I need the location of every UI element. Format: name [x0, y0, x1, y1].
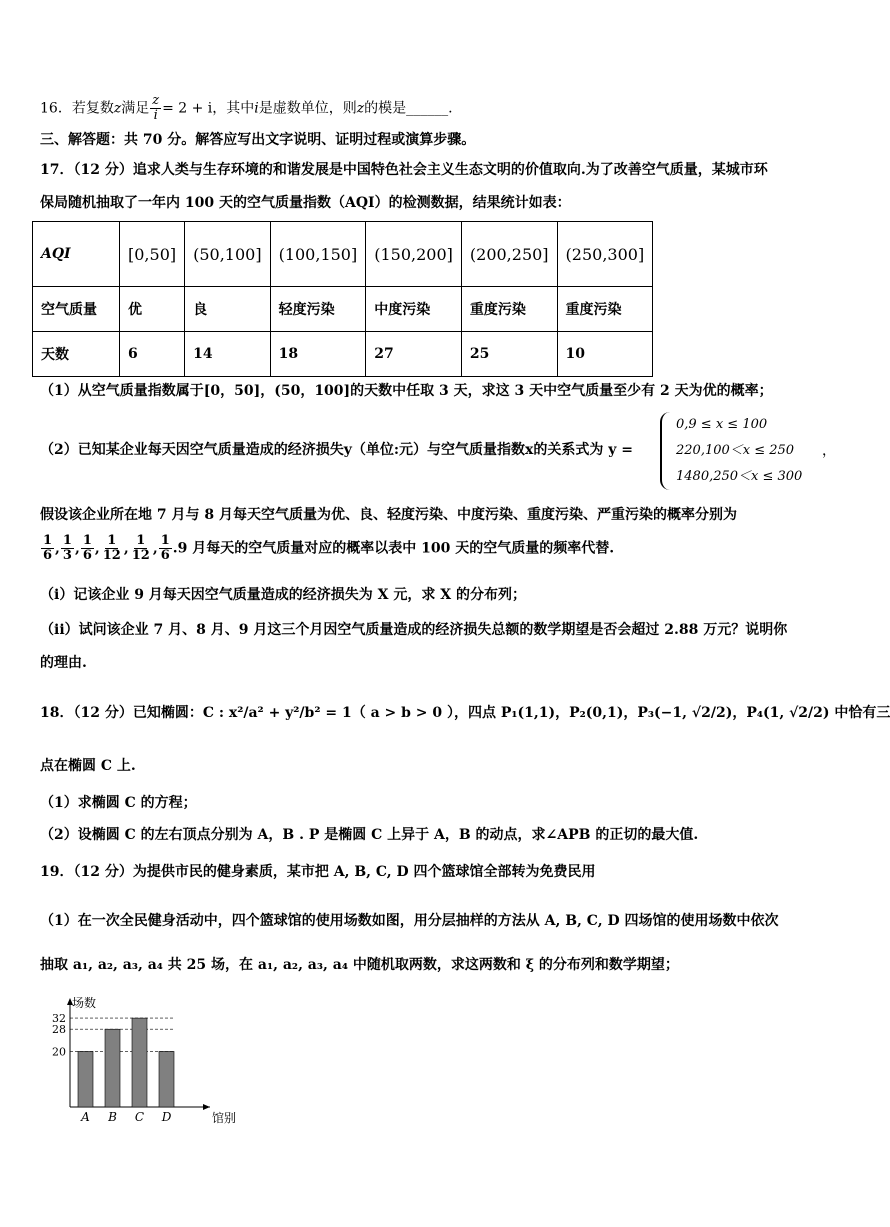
x-tick-label: D [161, 1110, 172, 1124]
table-row: 空气质量 优 良 轻度污染 中度污染 重度污染 重度污染 [33, 287, 653, 332]
question-17-part1: （1）从空气质量指数属于[0，50]，(50，100]的天数中任取 3 天，求这 3 天中空气质量至少有 2 天为优的概率； [40, 383, 773, 399]
question-17-part2: （2）已知某企业每天因空气质量造成的经济损失y（单位:元）与空气质量指数x的关系式为 y = [40, 442, 634, 458]
x-tick-label: A [81, 1110, 90, 1124]
bar-chart-svg [40, 995, 237, 1130]
fraction: $\frac{z}{i}$ [152, 93, 160, 123]
x-axis-label: 馆别 [212, 1111, 237, 1125]
question-19-part1b: 抽取 a₁, a₂, a₃, a₄ 共 25 场，在 a₁, a₂, a₃, a₄ 中随机取两数，求这两数和 ξ 的分布列和数学期望； [40, 957, 679, 973]
bar [105, 1029, 120, 1107]
question-18-line1: 18．（12 分）已知椭圆：C : x²/a² + y²/b² = 1（ a > b > 0 ），四点 P₁(1,1)，P₂(0,1)，P₃(−1, √2/2)，P₄(1, √2/2) 中恰有三 [40, 705, 890, 721]
piecewise-function: 0,9 ≤ x ≤ 100 220,100＜x ≤ 250 1480,250＜x ≤ 300 [660, 412, 802, 490]
fraction: $\frac{1}{6}$ [82, 533, 92, 563]
document-page: 16．若复数z满足 $\frac{z}{i}$ = 2 + i，其中i是虚数单位，则z的模是______. 三、解答题：共 70 分。解答应写出文字说明、证明过程或演算步骤。 17．（12 分）追求人类与生存环境的和谐发展是中国特色社会主义生态文明的价值取向.为了改善空气质量，某城市环 保局随机抽取了一年内 100 天的空气质量指数（AQI）的检测数据，结果统计如表： AQI [0,50] (50,100] (100,150] (150,200] (200,250] (250,300] 空气质量 优 良 轻度污染 中度污染 重度污染 重度污染 天数 6 14 18 27 25 10 （1）从空气质量指数属于[0，50]，(50，100]的天数中任取 3 天，求这 3 天中空气质量至少有 2 天为优的概率； （2）已知某企业每天因空气质量造成的经济损失y（单位:元）与空气质量指数x的关系式为 y = 0,9 ≤ x ≤ 100 220,100＜x ≤ 250 1480,250＜x ≤ 300 ， 假设该企业所在地 7 月与 8 月每天空气质量为优、良、轻度污染、中度污染、重度污染、严重污染的概率分别为 $\frac{1}{6}$ , $\frac{1}{3}$ , $\frac{1}{6}$ , $\frac{1}{12}$ , $\frac{1}{12}$ , $\frac{1}{6}$ .9 月每天的空气质量对应的概率以表中 100 天的空气质量的频率代替. （i）记该企业 9 月每天因空气质量造成的经济损失为 X 元，求 X 的分布列； （ii）试问该企业 7 月、8 月、9 月这三个月因空气质量造成的经济损失总额的数学期望是否会超过 2.88 万元？说明你 的理由. 18．（12 分）已知椭圆：C : x²/a² + y²/b² = 1（ a > b > 0 ），四点 P₁(1,1)，P₂(0,1)，P₃(−1, √2/2)，P₄(1, √2/2) 中恰有三 点在椭圆 C 上. （1）求椭圆 C 的方程； （2）设椭圆 C 的左右顶点分别为 A，B . P 是椭圆 C 上异于 A，B 的动点，求∠APB 的正切的最大值. 19．（12 分）为提供市民的健身素质，某市把 A, B, C, D 四个篮球馆全部转为免费民用 （1）在一次全民健身活动中，四个篮球馆的使用场数如图，用分层抽样的方法从 A, B, C, D 四场馆的使用场数中依次 抽取 a₁, a₂, a₃, a₄ 共 25 场，在 a₁, a₂, a₃, a₄ 中随机取两数，求这两数和 ξ 的分布列和数学期望； 场数 馆别 20 28 32 A B C D [0, 0, 868, 1227]
question-17-line2: 保局随机抽取了一年内 100 天的空气质量指数（AQI）的检测数据，结果统计如表： [40, 195, 571, 211]
bar [78, 1051, 93, 1107]
bar [132, 1018, 147, 1107]
x-tick-label: B [108, 1110, 117, 1124]
y-tick-label: 32 [52, 1012, 66, 1026]
x-tick-label: C [134, 1110, 145, 1124]
question-16: 16．若复数z满足 $\frac{z}{i}$ = 2 + i，其中i是虚数单位，则z的模是______. [40, 93, 453, 123]
question-17-probabilities: $\frac{1}{6}$ , $\frac{1}{3}$ , $\frac{1}{6}$ , $\frac{1}{12}$ , $\frac{1}{12}$ , $\frac{1}{6}$ .9 月每天的空气质量对应的概率以表中 100 天的空气质量的频率代替. [43, 533, 615, 563]
section-heading: 三、解答题：共 70 分。解答应写出文字说明、证明过程或演算步骤。 [40, 132, 476, 148]
question-17-part-i: （i）记该企业 9 月每天因空气质量造成的经济损失为 X 元，求 X 的分布列； [40, 587, 527, 603]
fraction: $\frac{1}{12}$ [131, 533, 150, 563]
fraction: $\frac{1}{12}$ [102, 533, 121, 563]
bar [159, 1051, 174, 1107]
aqi-table [32, 221, 653, 377]
fraction: $\frac{1}{6}$ [43, 533, 53, 563]
x-axis-arrow [203, 1104, 210, 1110]
question-19-line1: 19．（12 分）为提供市民的健身素质，某市把 A, B, C, D 四个篮球馆全部转为免费民用 [40, 864, 596, 880]
y-axis-label: 场数 [72, 996, 97, 1010]
fraction: $\frac{1}{3}$ [62, 533, 72, 563]
table-row: AQI [0,50] (50,100] (100,150] (150,200] (200,250] (250,300] [33, 222, 653, 287]
question-17-part-ii-cont: 的理由. [40, 655, 87, 671]
question-18-part2: （2）设椭圆 C 的左右顶点分别为 A，B . P 是椭圆 C 上异于 A，B 的动点，求∠APB 的正切的最大值. [40, 827, 699, 843]
question-18-line2: 点在椭圆 C 上. [40, 758, 136, 774]
usage-bar-chart [40, 995, 237, 1134]
question-17-line1: 17．（12 分）追求人类与生存环境的和谐发展是中国特色社会主义生态文明的价值取向.为了改善空气质量，某城市环 [40, 162, 768, 178]
question-18-part1: （1）求椭圆 C 的方程； [40, 795, 197, 811]
y-tick-label: 28 [52, 1023, 66, 1037]
y-tick-label: 20 [52, 1045, 66, 1059]
question-17-part-ii: （ii）试问该企业 7 月、8 月、9 月这三个月因空气质量造成的经济损失总额的数学期望是否会超过 2.88 万元？说明你 [40, 622, 788, 638]
table-row: 天数 6 14 18 27 25 10 [33, 332, 653, 377]
question-17-line3: 假设该企业所在地 7 月与 8 月每天空气质量为优、良、轻度污染、中度污染、重度污染、严重污染的概率分别为 [40, 507, 737, 523]
question-19-part1a: （1）在一次全民健身活动中，四个篮球馆的使用场数如图，用分层抽样的方法从 A, B, C, D 四场馆的使用场数中依次 [40, 913, 779, 929]
fraction: $\frac{1}{6}$ [160, 533, 170, 563]
